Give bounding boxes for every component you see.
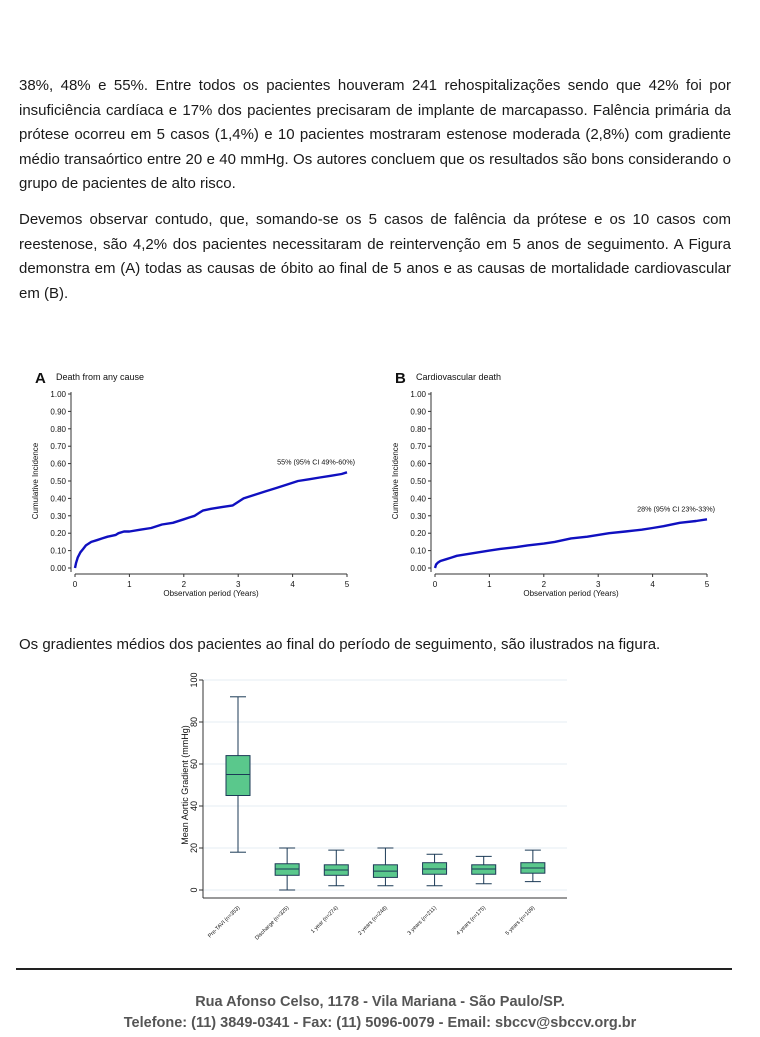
panel-b-y-tick-label: 0.00	[410, 564, 426, 573]
panel-a-y-tick-label: 0.90	[50, 407, 66, 417]
panel-b-y-tick-label: 0.60	[410, 459, 426, 469]
panel-b-title: Cardiovascular death	[416, 372, 502, 382]
box-category-label: Pre-TAVI (n=353)	[207, 905, 242, 940]
panel-b-x-tick-label: 0	[432, 580, 438, 589]
panel-b-annotation: 28% (95% CI 23%-33%)	[637, 504, 715, 514]
panel-a-y-tick-label: 0.10	[50, 546, 66, 556]
panel-a-x-tick-label: 4	[290, 580, 295, 589]
panel-b-x-tick-label: 3	[595, 580, 601, 589]
panel-a-x-tick-label: 0	[72, 580, 78, 589]
aortic-gradient-boxplot	[175, 668, 575, 948]
panel-b-y-axis-label: Cumulative Incidence	[391, 442, 400, 520]
panel-a-y-axis-label: Cumulative Incidence	[31, 442, 40, 520]
box-iqr	[472, 865, 496, 874]
box-category-label: 5 years (n=109)	[504, 905, 537, 937]
boxplot-y-tick-label: 60	[189, 758, 199, 770]
panel-a-x-tick-label: 1	[127, 580, 132, 589]
box-category-label: 2 years (n=248)	[357, 905, 389, 937]
panel-a-x-tick-label: 3	[235, 580, 241, 589]
panel-b-y-tick-label: 1.00	[410, 390, 426, 399]
panel-b	[391, 370, 715, 598]
panel-a	[31, 370, 355, 598]
panel-a-x-tick-label: 2	[181, 580, 187, 589]
panel-a-y-tick-label: 0.40	[50, 494, 66, 504]
panel-a-x-axis-label: Observation period (Years)	[163, 589, 259, 598]
panel-a-incidence-line	[75, 472, 347, 568]
panel-a-y-tick-label: 0.60	[50, 459, 66, 469]
panel-b-y-tick-label: 0.10	[410, 546, 426, 556]
panel-a-y-tick-label: 0.50	[50, 477, 66, 486]
panel-b-y-tick-label: 0.30	[410, 511, 426, 521]
panel-a-annotation: 55% (95% CI 49%-60%)	[277, 457, 355, 467]
panel-a-y-tick-label: 0.70	[50, 442, 66, 452]
panel-b-x-tick-label: 5	[704, 580, 710, 589]
panel-b-y-tick-label: 0.80	[410, 424, 426, 434]
box-category-label: 4 years (n=175)	[455, 905, 488, 937]
panel-b-y-tick-label: 0.70	[410, 442, 426, 452]
box-category-label: Discharge (n=325)	[254, 905, 291, 942]
panel-b-x-tick-label: 4	[650, 580, 655, 589]
panel-b-y-tick-label: 0.50	[410, 477, 426, 486]
panel-b-x-tick-label: 2	[541, 580, 547, 589]
panel-b-incidence-line	[435, 519, 707, 568]
body-paragraph-1: 38%, 48% e 55%. Entre todos os pacientes houveram 241 rehospitalizações sendo que 42% foi por insuficiência cardíaca e 17% dos pacientes precisaram de implante de marcapasso. Falência primária da prótese ocorreu em 5 casos (1,4%) e 10 pacientes mostraram estenose moderada (2,8%) com gradiente médio transaórtico entre 20 e 40 mmHg. Os autores concluem que os resultados são bons considerando o grupo de pacientes de alto risco.	[19, 77, 731, 192]
panel-b-letter: B	[395, 370, 406, 387]
boxplot-y-axis-label: Mean Aortic Gradient (mmHg)	[180, 725, 190, 845]
panel-b-y-tick-label: 0.20	[410, 529, 426, 539]
panel-a-letter: A	[35, 370, 46, 387]
body-paragraph-2: Devemos observar contudo, que, somando-se os 5 casos de falência da prótese e os 10 casos com reestenose, são 4,2% dos pacientes necessitaram de reintervenção em 5 anos de seguimento. A Figura demonstra em (A) todas as causas de óbito ao final de 5 anos e as causas de mortalidade cardiovascular em (B).	[19, 211, 731, 302]
box-iqr	[423, 863, 447, 875]
footer-contact: Telefone: (11) 3849-0341 - Fax: (11) 5096-0079 - Email: sbccv@sbccv.org.br	[123, 1015, 637, 1031]
panel-a-y-tick-label: 0.80	[50, 424, 66, 434]
footer-address: Rua Afonso Celso, 1178 - Vila Mariana - São Paulo/SP.	[195, 994, 565, 1010]
footer-divider	[16, 968, 732, 970]
boxplot-y-tick-label: 20	[189, 842, 199, 854]
panel-b-y-tick-label: 0.90	[410, 407, 426, 417]
panel-a-y-tick-label: 0.30	[50, 511, 66, 521]
boxplot-y-tick-label: 0	[189, 887, 199, 893]
boxplot-y-tick-label: 100	[189, 672, 199, 688]
kaplan-meier-figure	[25, 360, 735, 605]
panel-b-x-axis-label: Observation period (Years)	[523, 589, 619, 598]
panel-b-x-tick-label: 1	[487, 580, 492, 589]
panel-a-title: Death from any cause	[56, 372, 145, 382]
box-iqr	[226, 756, 250, 796]
box-category-label: 1 year (n=274)	[310, 905, 340, 935]
boxplot-y-tick-label: 40	[189, 800, 199, 812]
body-paragraph-3: Os gradientes médios dos pacientes ao final do período de seguimento, são ilustrados na figura.	[19, 636, 661, 653]
panel-b-y-tick-label: 0.40	[410, 494, 426, 504]
panel-a-y-tick-label: 0.00	[50, 564, 66, 573]
panel-a-y-tick-label: 1.00	[50, 390, 66, 399]
panel-a-x-tick-label: 5	[344, 580, 350, 589]
boxplot-y-tick-label: 80	[189, 716, 199, 728]
box-category-label: 3 years (n=211)	[406, 905, 438, 937]
panel-a-y-tick-label: 0.20	[50, 529, 66, 539]
box-iqr	[275, 864, 299, 876]
